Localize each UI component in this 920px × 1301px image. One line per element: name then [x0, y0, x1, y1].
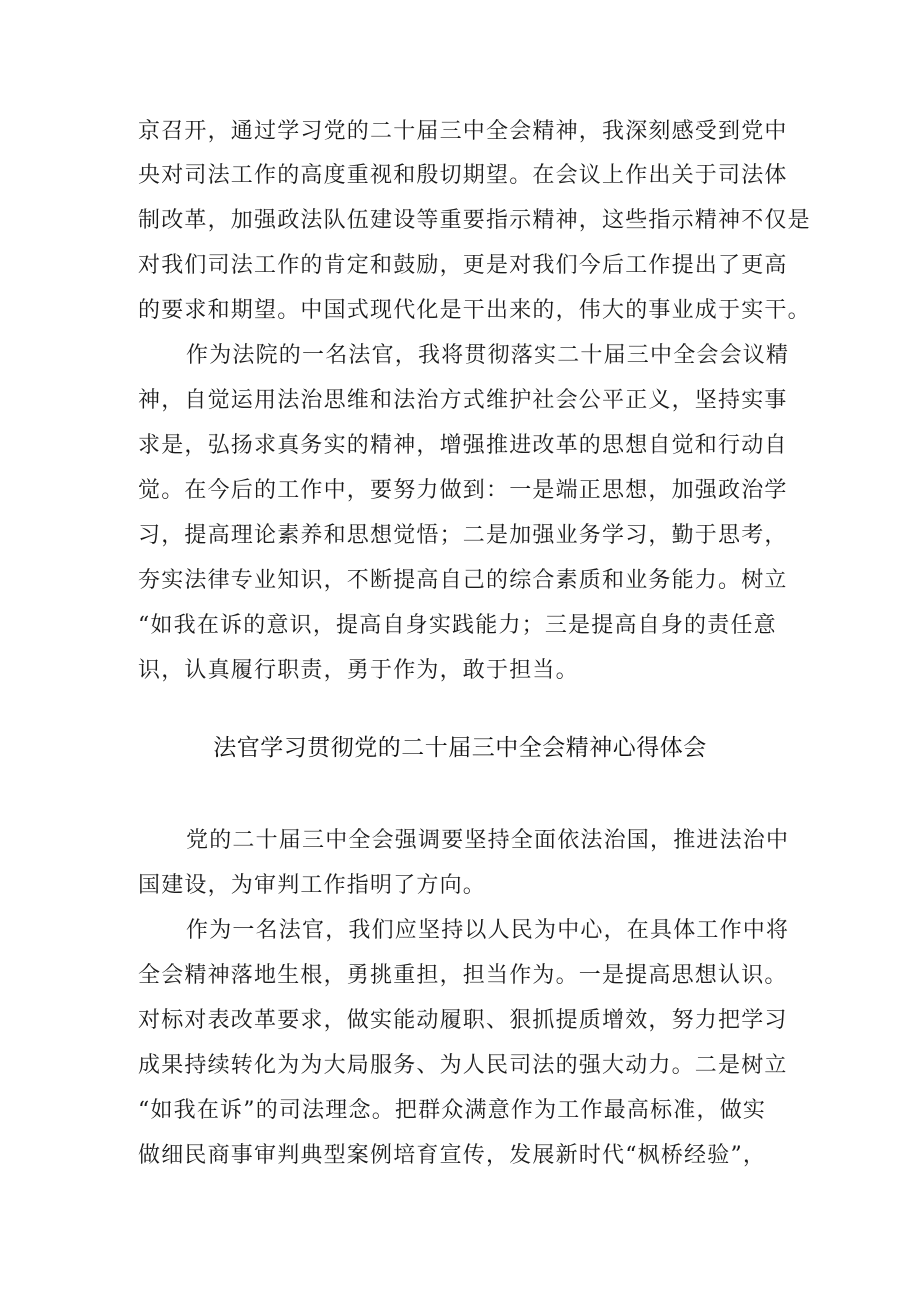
paragraph-line: 对我们司法工作的肯定和鼓励，更是对我们今后工作提出了更高 [138, 253, 788, 278]
paragraph-line: 制改革，加强政法队伍建设等重要指示精神，这些指示精神不仅是 [138, 208, 811, 233]
section-heading: 法官学习贯彻党的二十届三中全会精神心得体会 [213, 735, 707, 761]
paragraph-line: 对标对表改革要求，做实能动履职、狠抓提质增效，努力把学习 [138, 1008, 788, 1033]
paragraph-line: 识，认真履行职责，勇于作为，敢于担当。 [138, 658, 579, 683]
paragraph-line: “如我在诉”的司法理念。把群众满意作为工作最高标准，做实 [138, 1098, 767, 1123]
paragraph-line: 国建设，为审判工作指明了方向。 [138, 873, 487, 898]
paragraph-line: 求是，弘扬求真务实的精神，增强推进改革的思想自觉和行动自 [138, 433, 788, 458]
paragraph-line: 央对司法工作的高度重视和殷切期望。在会议上作出关于司法体 [138, 163, 788, 188]
paragraph-line: 神，自觉运用法治思维和法治方式维护社会公平正义，坚持实事 [138, 388, 788, 413]
paragraph-line: 觉。在今后的工作中，要努力做到：一是端正思想，加强政治学 [138, 478, 788, 503]
paragraph-line: 党的二十届三中全会强调要坚持全面依法治国，推进法治中 [186, 828, 790, 853]
paragraph-line: 做细民商事审判典型案例培育宣传，发展新时代“枫桥经验”， [138, 1143, 767, 1168]
paragraph-line: 的要求和期望。中国式现代化是干出来的，伟大的事业成于实干。 [138, 298, 811, 323]
paragraph-line: 作为法院的一名法官，我将贯彻落实二十届三中全会会议精 [186, 343, 790, 368]
paragraph-line: 作为一名法官，我们应坚持以人民为中心，在具体工作中将 [186, 918, 790, 943]
paragraph-line: “如我在诉的意识，提高自身实践能力；三是提高自身的责任意 [138, 613, 777, 638]
paragraph-line: 全会精神落地生根，勇挑重担，担当作为。一是提高思想认识。 [138, 963, 788, 988]
paragraph-line: 习，提高理论素养和思想觉悟；二是加强业务学习，勤于思考， [138, 523, 788, 548]
paragraph-line: 成果持续转化为为大局服务、为人民司法的强大动力。二是树立 [138, 1053, 788, 1078]
paragraph-line: 夯实法律专业知识，不断提高自己的综合素质和业务能力。树立 [138, 568, 788, 593]
paragraph-line: 京召开，通过学习党的二十届三中全会精神，我深刻感受到党中 [138, 119, 788, 144]
